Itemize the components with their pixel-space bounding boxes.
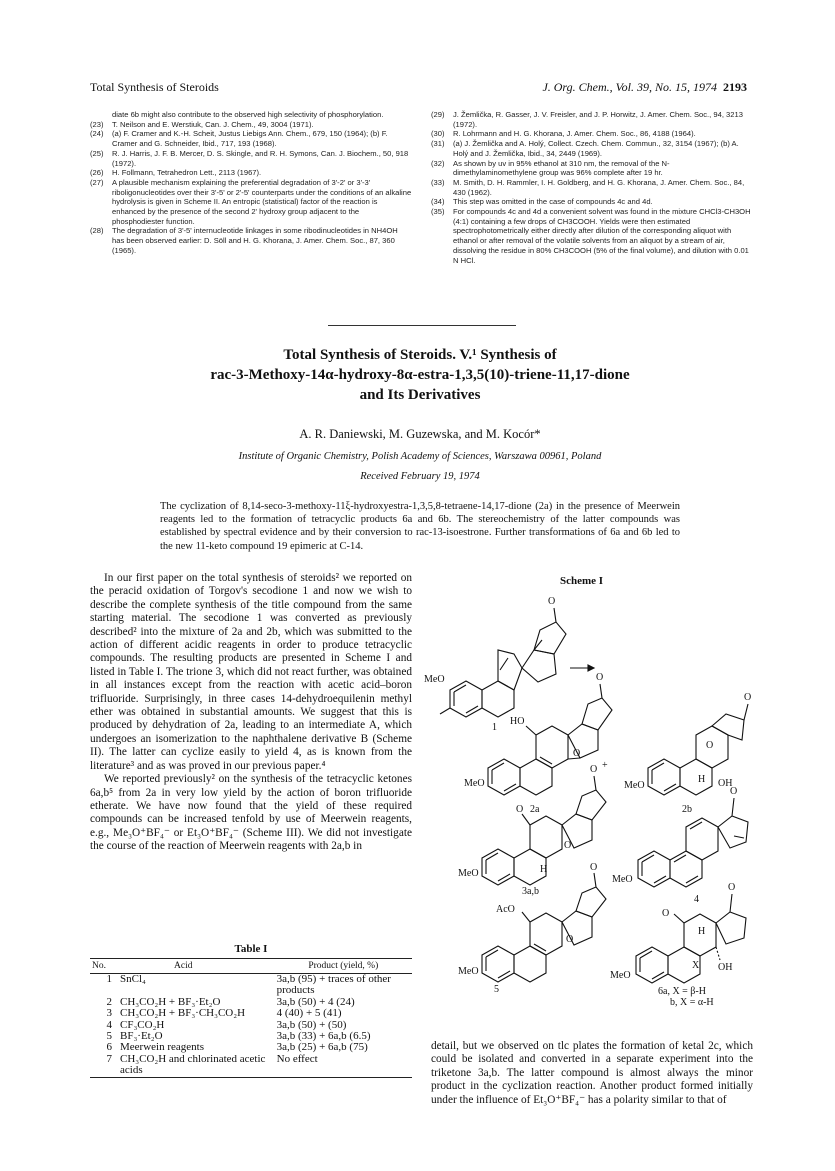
footnote [431, 178, 751, 197]
footnote-number: (31) [431, 139, 445, 149]
footnote-number: (35) [431, 207, 445, 217]
row-acid: SnCl₄ [120, 973, 146, 985]
label-o: O [596, 672, 604, 683]
row-number: 5 [106, 1030, 112, 1043]
page-number: 2193 [723, 80, 747, 94]
footnote-text: M. Smith, D. H. Rammler, I. H. Goldberg, and H. G. Khorana, J. Amer. Chem. Soc., 84, 430 (1962). [453, 177, 745, 197]
label-meo: MeO [610, 970, 631, 981]
footnote [90, 178, 412, 227]
row-number: 3 [106, 1007, 112, 1020]
scheme-title: Scheme I [560, 575, 604, 587]
affiliation: Institute of Organic Chemistry, Polish Academy of Sciences, Warszawa 00961, Poland [238, 451, 602, 462]
label-o: O [662, 908, 670, 919]
body-text-left [90, 572, 412, 854]
footnote-number: (33) [431, 177, 445, 187]
footnotes-left [90, 110, 412, 256]
footnote-number: (34) [431, 197, 445, 207]
label-ho: HO [510, 716, 525, 727]
label-plus: + [602, 760, 608, 771]
label-compound-1: 1 [492, 722, 497, 733]
title-line-3: and Its Derivatives [359, 387, 481, 403]
footnote-text: R. Lohrmann and H. G. Khorana, J. Amer. Chem. Soc., 86, 4188 (1964). [453, 129, 696, 139]
authors: A. R. Daniewski, M. Guzewska, and M. Kocór* [299, 427, 541, 441]
title-line-1: Total Synthesis of Steroids. V.¹ Synthesis of [283, 347, 557, 363]
footnote [90, 149, 412, 168]
footnote-text: (a) J. Žemlička and A. Holý, Collect. Czech. Chem. Commun., 32, 3154 (1967); (b) A. Holý and J. Žemlička, Ibid., 34, 2449 (1969). [453, 139, 739, 158]
journal-citation: J. Org. Chem., Vol. 39, No. 15, 1974 [542, 80, 717, 94]
footnote-text: A plausible mechanism explaining the preferential degradation of 3'-2' or 3'-3' riboligonucleotides over their 3'-5' or 2'-5' counterparts under the conditions of an alkaline hydrolysis is given in Scheme II. An entropic (statistical) factor of the reaction is enhanced by the presence of the second 2' hydroxy group adjacent to the phosphodiester function. [112, 177, 412, 226]
label-x: X [692, 960, 700, 971]
section-divider [328, 325, 516, 326]
row-acid: CH₃CO₂H + BF₃·Et₂O [120, 995, 221, 1008]
label-compound-2b: 2b [682, 804, 692, 815]
table-row [90, 1054, 412, 1077]
footnote-text: R. J. Harris, J. F. B. Mercer, D. S. Skingle, and R. H. Symons, Can. J. Biochem., 50, 918 (1972). [112, 148, 409, 168]
label-compound-2a: 2a [530, 804, 540, 815]
received-date: Received February 19, 1974 [360, 471, 480, 482]
paragraph: We reported previously² on the synthesis of the tetracyclic ketones 6a,b⁵ from 2a in very low yield by the action of boron trifluoride etherate. We have now found that the yield of these required compounds can be increased tenfold by use of Meerwein reagents, e.g., Me₃O⁺BF₄⁻ or Et₃O⁺BF₄⁻ (Scheme III). We did not investigate the course of the reaction of Meerwein reagents with 2a,b in [90, 773, 412, 853]
paragraph: detail, but we observed on tlc plates the formation of ketal 2c, which could be isolated and converted in a separate experiment into the triketone 3a,b. The latter compound is almost always the minor product in the cyclization reaction. Another product formed initially under the influence of Et₃O⁺BF₄⁻ has a polarity similar to that of [431, 1040, 753, 1106]
label-meo: MeO [464, 778, 485, 789]
label-h: H [698, 926, 706, 937]
footnote-text: T. Neilson and E. Werstiuk, Can. J. Chem., 49, 3004 (1971). [112, 119, 314, 129]
label-oh: OH [718, 962, 733, 973]
label-compound-6b: b, X = α-H [670, 997, 714, 1008]
row-acid: BF₃·Et₂O [120, 1030, 163, 1043]
row-number: 7 [90, 1054, 118, 1077]
label-compound-5: 5 [494, 984, 499, 995]
compound-1-structure [440, 608, 566, 717]
label-meo: MeO [458, 868, 479, 879]
journal-header [542, 80, 747, 95]
footnote-text: As shown by uv in 95% ethanol at 310 nm, the removal of the N-dimethylaminomethylene group was 96% complete after 19 hr. [453, 158, 670, 178]
compound-5-structure [482, 873, 606, 982]
footnote [90, 226, 412, 255]
paragraph: In our first paper on the total synthesis of steroids² we reported on the peracid oxidation of Torgov's secodione 1 and now we wish to describe the complete synthesis of the title compound from the same starting material. The secodione 1 was converted as previously described² into the mixture of 2a and 2b, which was submitted to the action of different acidic reagents in order to produce tetracyclic compounds. The resulting products are presented in Scheme I and listed in Table I. The trione 3, which did not react further, was obtained in all instances except from the reaction with acetic acid–boron trifluoride. Surprisingly, in three cases 14-dehydroequilenin methyl ether was obtained in substantial amounts. We suggest that this is produced by dehydration of 2a, leading to an intermediate A, which undergoes an isomerization to the naphthalene derivative B (Scheme II). The latter can cyclize easily to yield 4, as is known from the literature³ and as was proved in our previous paper.⁴ [90, 572, 412, 772]
label-o: O [548, 596, 556, 607]
table-row [90, 1008, 412, 1019]
row-number: 4 [106, 1018, 112, 1031]
footnote [90, 168, 412, 178]
label-meo: MeO [624, 780, 645, 791]
footnote-text: This step was omitted in the case of compounds 4c and 4d. [453, 197, 653, 207]
footnote-number: (29) [431, 110, 445, 119]
footnote-text: J. Žemlička, R. Gasser, J. V. Freisler, and J. P. Horwitz, J. Amer. Chem. Soc., 94, 3213 (1972). [453, 110, 743, 129]
compound-2a-structure [488, 684, 612, 795]
footnote [431, 159, 751, 178]
footnote-number: (27) [90, 177, 104, 187]
footnote [431, 110, 751, 129]
col-header: No. [90, 959, 118, 974]
title-line-2: rac-3-Methoxy-14α-hydroxy-8α-estra-1,3,5(10)-triene-11,17-dione [210, 367, 630, 383]
label-o: O [730, 786, 738, 797]
label-o: O [590, 764, 598, 775]
table-header-row [90, 959, 412, 974]
label-compound-4: 4 [694, 894, 699, 905]
footnote [431, 139, 751, 158]
label-h: H [698, 774, 706, 785]
label-meo: MeO [458, 966, 479, 977]
row-acid: CH₃CO₂H + BF₃·CH₃CO₂H [120, 1007, 246, 1020]
label-compound-6a: 6a, X = β-H [658, 986, 706, 997]
footnote-text: For compounds 4c and 4d a convenient solvent was found in the mixture CHCl3-CH3OH (4:1) containing a few drops of CH3COOH. Yields were then estimated spectrophotometrically either directly after dilution of the corresponding aliquot with ethanol or after removal of the volatile solvents from an aliquot by a stream of air, dissolving the residue in 80% CH3COOH (5% of the final volume), and dilution with 0.01 N HCl. [453, 207, 751, 265]
row-product: 3a,b (33) + 6a,b (6.5) [276, 1030, 371, 1043]
label-o: O [590, 862, 598, 873]
row-acid: CF₃CO₂H [120, 1018, 165, 1031]
footnote-number [90, 110, 112, 120]
row-acid: Meerwein reagents [120, 1041, 204, 1054]
row-product: No effect [275, 1054, 412, 1077]
table-1 [90, 958, 412, 1078]
label-o: O [564, 840, 572, 851]
table-row [90, 974, 412, 997]
body-text-right [431, 1040, 753, 1107]
running-header: Total Synthesis of Steroids [90, 80, 219, 94]
row-product: 3a,b (50) + 4 (24) [276, 995, 355, 1008]
footnote [431, 207, 751, 265]
label-o: O [728, 882, 736, 893]
footnote-text: diate 6b might also contribute to the observed high selectivity of phosphorylation. [112, 110, 384, 119]
footnote [90, 120, 412, 130]
footnote-number: (26) [90, 168, 104, 178]
footnote-number: (25) [90, 148, 104, 158]
article-title [90, 345, 750, 405]
footnote-number: (30) [431, 129, 445, 139]
row-number: 2 [106, 995, 112, 1008]
footnote-number: (32) [431, 158, 445, 168]
label-h: H [540, 864, 548, 875]
footnote [431, 129, 751, 139]
row-number: 1 [106, 973, 112, 985]
row-product: 4 (40) + 5 (41) [276, 1007, 342, 1020]
footnote-number: (24) [90, 129, 104, 139]
footnote [431, 197, 751, 207]
row-product: 3a,b (25) + 6a,b (75) [276, 1041, 368, 1054]
footnote [90, 110, 412, 120]
label-o: O [744, 692, 752, 703]
scheme-1-structures [424, 590, 760, 1030]
row-product: 3a,b (95) + traces of other products [276, 973, 391, 997]
row-acid: CH₃CO₂H and chlorinated acetic acids [118, 1054, 275, 1077]
label-meo: MeO [612, 874, 633, 885]
label-oh: OH [718, 778, 733, 789]
footnote-text: The degradation of 3'-5' internucleotide linkages in some ribodinucleotides in NH4OH has been observed earlier: D. Söll and H. G. Khorana, J. Amer. Chem. Soc., 87, 360 (1965). [112, 226, 398, 255]
abstract: The cyclization of 8,14-seco-3-methoxy-11ξ-hydroxyestra-1,3,5,8-tetraene-14,17-dione (2a) in the presence of Meerwein reagents led to the formation of tetracyclic products 6a and 6b. The stereochemistry of the latter compounds was established by spectral evidence and by their conversion to rac-13-isoestrone. Further transformations of 6a and 6b led to the new 11-keto compound 19 epimeric at C-14. [160, 501, 680, 552]
label-o: O [573, 748, 581, 759]
label-meo: MeO [424, 674, 445, 685]
footnote-number: (23) [90, 119, 104, 129]
label-o: O [566, 934, 574, 945]
footnote-text: (a) F. Cramer and K.-H. Scheit, Justus Liebigs Ann. Chem., 679, 150 (1964); (b) F. Cramer and G. Schneider, Ibid., 717, 193 (1968). [112, 129, 388, 149]
footnote-text: H. Follmann, Tetrahedron Lett., 2113 (1967). [112, 168, 262, 178]
table-title: Table I [234, 943, 268, 955]
col-header: Acid [118, 959, 275, 974]
col-header: Product (yield, %) [275, 959, 412, 974]
compound-4-structure [638, 798, 748, 887]
footnotes-right [431, 110, 751, 265]
label-o: O [516, 804, 524, 815]
row-product: 3a,b (50) + (50) [276, 1018, 347, 1031]
label-o: O [706, 740, 714, 751]
footnote-number: (28) [90, 226, 104, 236]
label-aco: AcO [496, 904, 515, 915]
label-compound-3ab: 3a,b [522, 886, 539, 897]
footnote [90, 129, 412, 148]
row-number: 6 [106, 1041, 112, 1054]
